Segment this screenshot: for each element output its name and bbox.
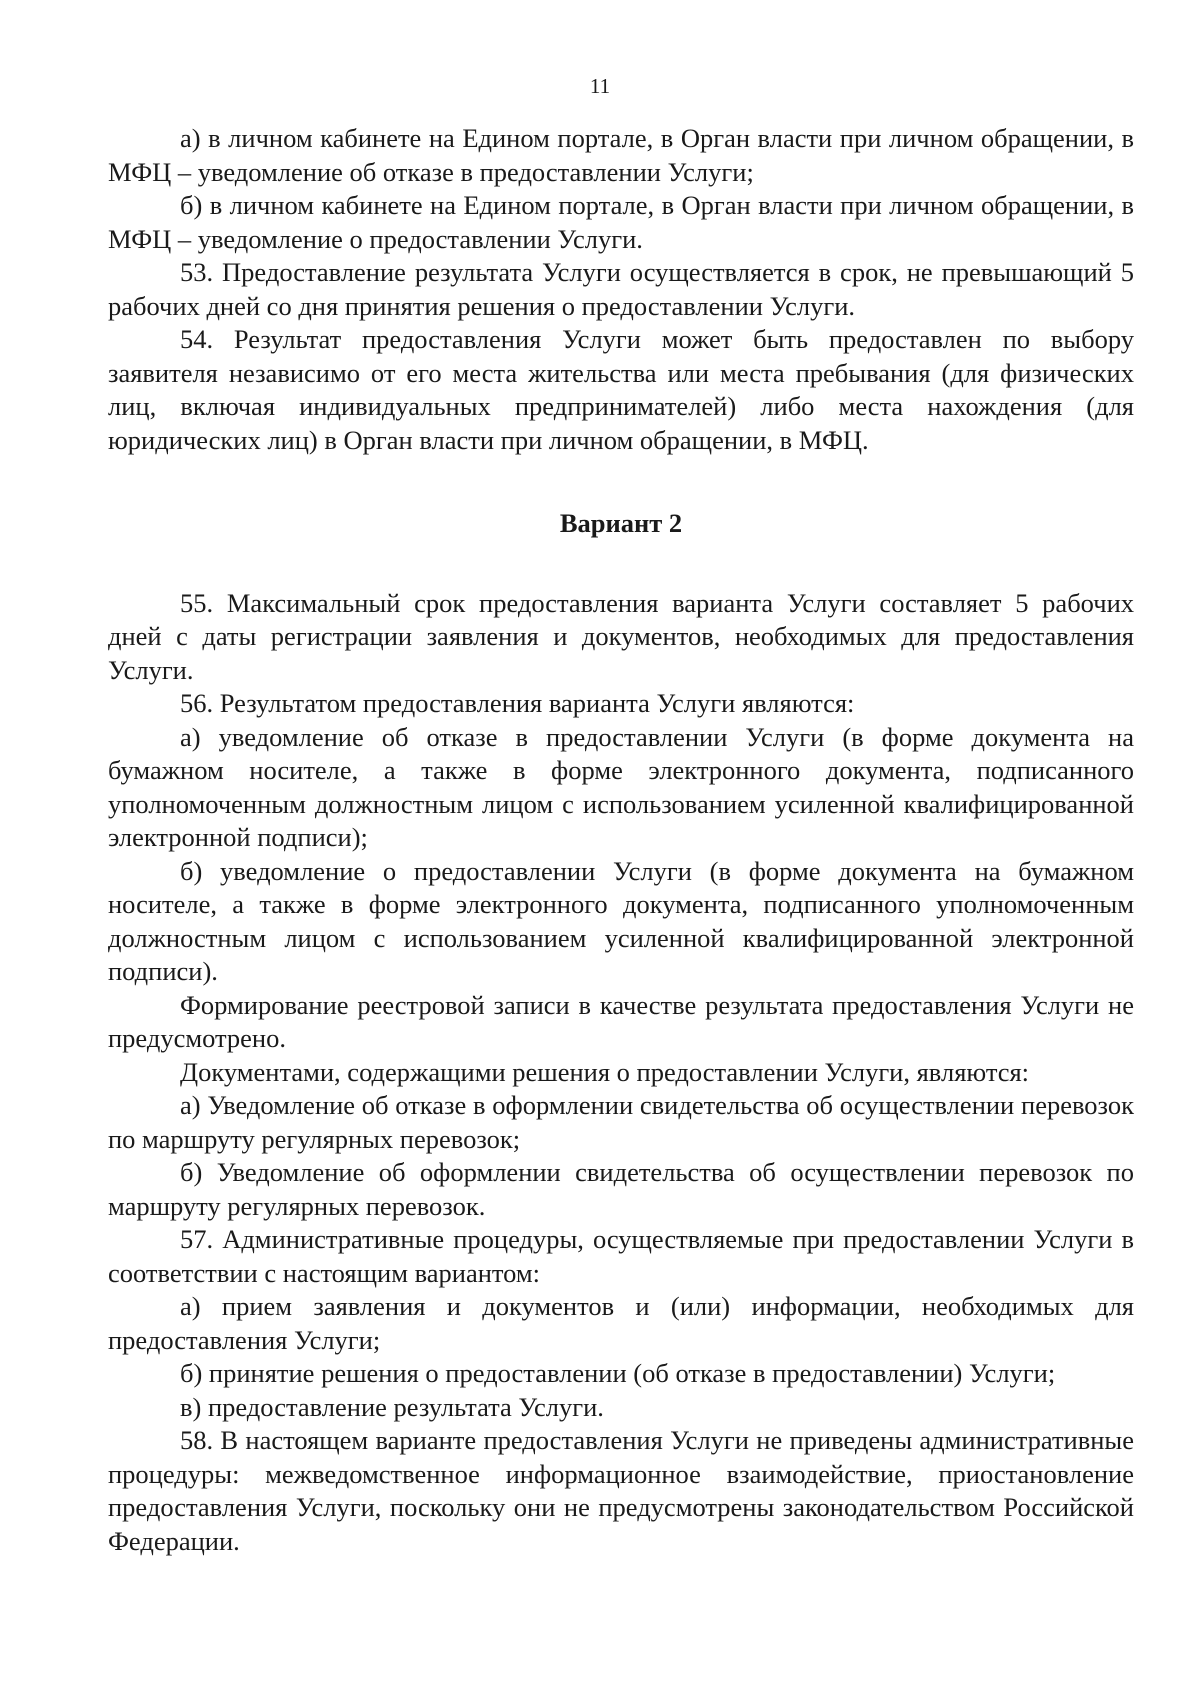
- paragraph-item-b-first: б) в личном кабинете на Едином портале, в Орган власти при личном обращении, в МФЦ – уведомление о предоставлении Услуги.: [108, 190, 1134, 254]
- paragraph-registry-record: Формирование реестровой записи в качестве результата предоставления Услуги не предусмотрено.: [108, 989, 1134, 1053]
- paragraph-item-a-first: а) в личном кабинете на Едином портале, в Орган власти при личном обращении, в МФЦ – уведомление об отказе в предоставлении Услуги;: [108, 123, 1134, 187]
- paragraph-decision-documents: Документами, содержащими решения о предоставлении Услуги, являются:: [180, 1056, 1030, 1087]
- paragraph-56: 56. Результатом предоставления варианта Услуги являются:: [180, 688, 855, 718]
- paragraph-57-a: а) прием заявления и документов и (или) информации, необходимых для предоставления Услуги;: [108, 1291, 1134, 1355]
- paragraph-decision-b: б) Уведомление об оформлении свидетельства об осуществлении перевозок по маршруту регулярных перевозок.: [108, 1157, 1134, 1221]
- paragraph-57-b: б) принятие решения о предоставлении (об отказе в предоставлении) Услуги;: [180, 1358, 1056, 1388]
- paragraph-57: 57. Административные процедуры, осуществляемые при предоставлении Услуги в соответствии с настоящим вариантом:: [108, 1224, 1134, 1288]
- document-body: [108, 122, 1134, 1558]
- paragraph-53: 53. Предоставление результата Услуги осуществляется в срок, не превышающий 5 рабочих дней со дня принятия решения о предоставлении Услуги.: [108, 257, 1134, 321]
- page-number: 11: [589, 74, 611, 98]
- paragraph-57-c: в) предоставление результата Услуги.: [180, 1391, 604, 1422]
- paragraph-56-b: б) уведомление о предоставлении Услуги (в форме документа на бумажном носителе, а также в форме электронного документа, подписанного уполномоченным должностным лицом с использованием усиленной квалифицированной электронной подписи).: [108, 855, 1134, 986]
- paragraph-54: 54. Результат предоставления Услуги может быть предоставлен по выбору заявителя независимо от его места жительства или места пребывания (для физических лиц, включая индивидуальных предпринимателей) либо места нахождения (для юридических лиц) в Орган власти при личном обращении, в МФЦ.: [108, 324, 1134, 455]
- section-heading-variant-2: Вариант 2: [559, 508, 683, 538]
- paragraph-decision-a: а) Уведомление об отказе в оформлении свидетельства об осуществлении перевозок по маршруту регулярных перевозок;: [108, 1090, 1134, 1154]
- paragraph-55: 55. Максимальный срок предоставления варианта Услуги составляет 5 рабочих дней с даты регистрации заявления и документов, необходимых для предоставления Услуги.: [108, 587, 1134, 685]
- paragraph-58: 58. В настоящем варианте предоставления Услуги не приведены административные процедуры: межведомственное информационное взаимодействие, приостановление предоставления Услуги, поскольку они не предусмотрены законодательством Российской Федерации.: [108, 1425, 1134, 1556]
- paragraph-56-a: а) уведомление об отказе в предоставлении Услуги (в форме документа на бумажном носителе, а также в форме электронного документа, подписанного уполномоченным должностным лицом с использованием усиленной квалифицированной электронной подписи);: [108, 721, 1134, 852]
